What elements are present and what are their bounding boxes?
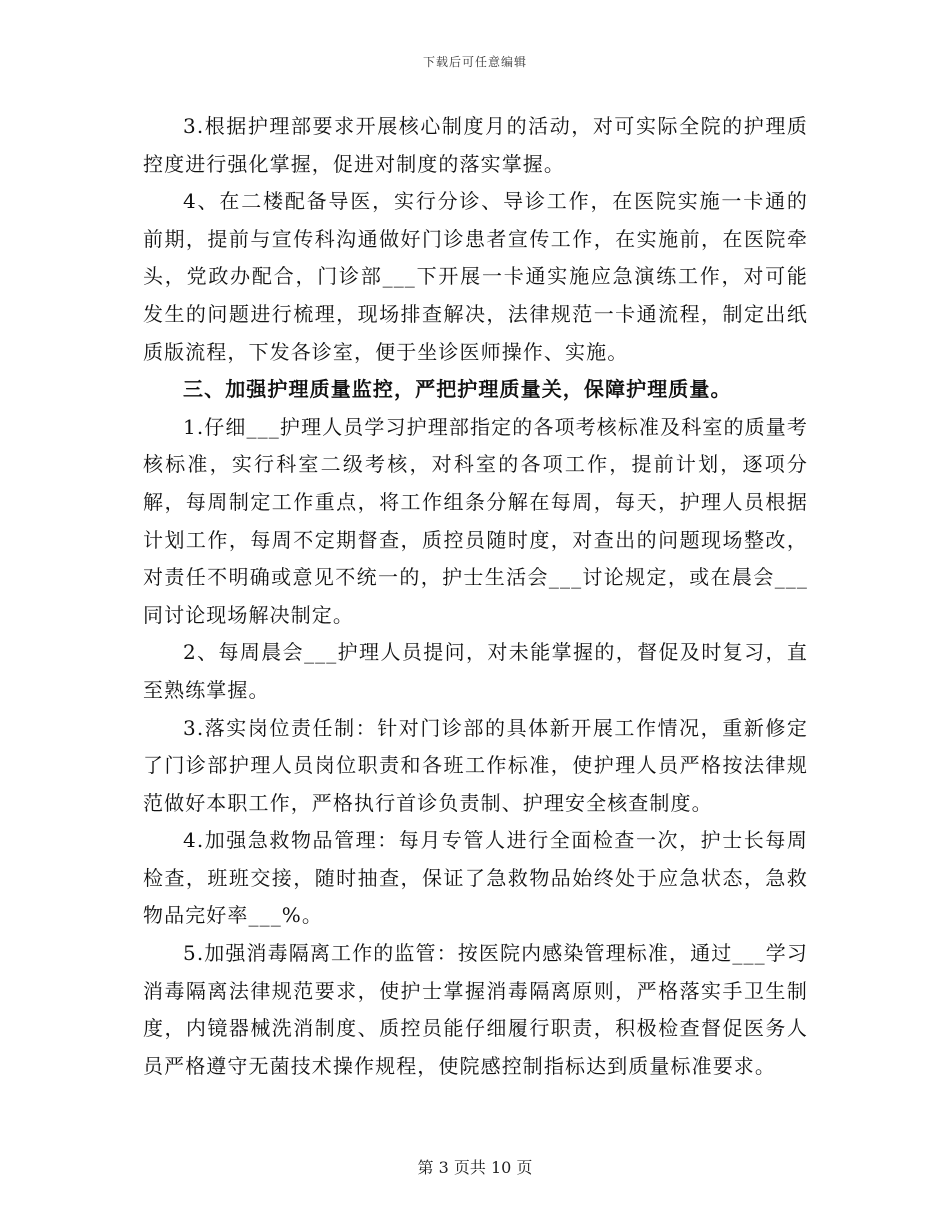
paragraph-post-responsibility: 3.落实岗位责任制：针对门诊部的具体新开展工作情况，重新修定了门诊部护理人员岗位职责和各班工作标准，使护理人员严格按法律规范做好本职工作，严格执行首诊负责制、护理安全核查制度。 [143,715,808,815]
paragraph-guide-doctor-onecard: 4、在二楼配备导医，实行分诊、导诊工作，在医院实施一卡通的前期，提前与宣传科沟通做好门诊患者宣传工作，在实施前，在医院牵头，党政办配合，门诊部___下开展一卡通实施应急演练工作，对可能发生的问题进行梳理，现场排查解决，法律规范一卡通流程，制定出纸质版流程，下发各诊室，便于坐诊医师操作、实施。 [143,189,808,364]
paragraph-core-system-month: 3.根据护理部要求开展核心制度月的活动，对可实际全院的护理质控度进行强化掌握，促进对制度的落实掌握。 [143,114,808,176]
section-heading-quality-monitoring: 三、加强护理质量监控，严把护理质量关，保障护理质量。 [183,377,732,402]
document-body [143,108,808,1085]
page-number-footer: 第 3 页共 10 页 [417,1158,533,1177]
paragraph-disinfection-isolation: 5.加强消毒隔离工作的监管：按医院内感染管理标准，通过___学习消毒隔离法律规范要求，使护士掌握消毒隔离原则，严格落实手卫生制度，内镜器械洗消制度、质控员能仔细履行职责，积极检查督促医务人员严格遵守无菌技术操作规程，使院感控制指标达到质量标准要求。 [143,941,808,1078]
paragraph-emergency-supplies: 4.加强急救物品管理：每月专管人进行全面检查一次，护士长每周检查，班班交接，随时抽查，保证了急救物品始终处于应急状态，急救物品完好率___%。 [143,828,808,928]
paragraph-assessment-standards: 1.仔细___护理人员学习护理部指定的各项考核标准及科室的质量考核标准，实行科室二级考核，对科室的各项工作，提前计划，逐项分解，每周制定工作重点，将工作组条分解在每周，每天，护理人员根据计划工作，每周不定期督查，质控员随时度，对查出的问题现场整改，对责任不明确或意见不统一的，护士生活会___讨论规定，或在晨会___同讨论现场解决制定。 [143,414,808,627]
paragraph-morning-meeting-questions: 2、每周晨会___护理人员提问，对未能掌握的，督促及时复习，直至熟练掌握。 [143,640,808,702]
page-header: 下载后可任意编辑 [422,55,527,69]
